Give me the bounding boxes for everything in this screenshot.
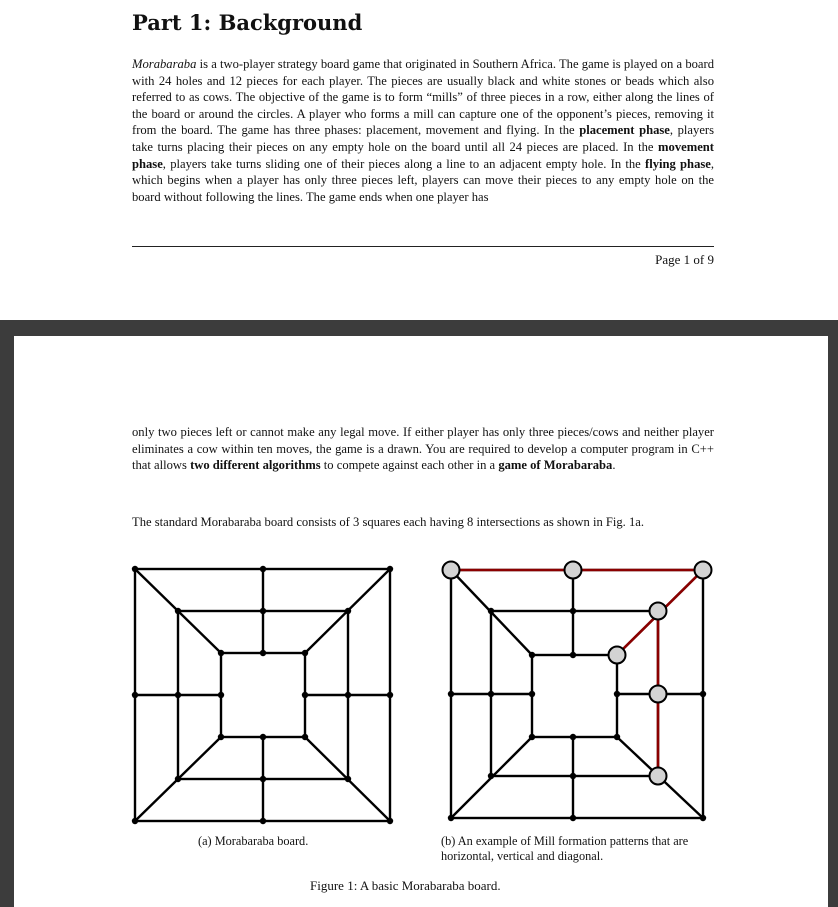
intersection-point [260,776,266,782]
mill-formation-figure-b [436,555,721,830]
two-algorithms-term: two different algorithms [190,458,321,473]
morabaraba-board-figure-a [124,560,399,830]
intersection-point [570,734,576,740]
flying-phase-term: flying phase [645,156,711,171]
intersection-point [260,734,266,740]
intersection-point [260,566,266,572]
intersection-point [218,692,224,698]
intersection-point [488,773,494,779]
viewer-frame-right [828,336,838,907]
intersection-point [448,691,454,697]
paragraph-text: to compete against each other in a [320,458,499,473]
intersection-point [132,818,138,824]
mill-piece [609,647,626,664]
intersection-point [529,734,535,740]
mill-piece [650,686,667,703]
intersection-point [132,566,138,572]
game-name: Morabaraba [132,57,197,71]
game-term: game of Morabaraba [498,458,613,473]
intersection-point [218,650,224,656]
board-description-paragraph: The standard Morabaraba board consists of 3 squares each having 8 intersections as shown in Fig. 1a. [132,515,645,529]
placement-phase-term: placement phase [579,123,670,138]
paragraph-text: , which begins when a player has only three pieces left, players can move their pieces to any empty hole on the board without following the lines. The game ends when one player has [132,156,715,204]
intersection-point [700,815,706,821]
continuation-paragraph [132,424,714,474]
intersection-point [570,815,576,821]
subcaption-b: (b) An example of Mill formation patterns that are horizontal, vertical and diagonal. [441,834,689,863]
intersection-point [529,691,535,697]
paragraph-text: is a two-player strategy board game that originated in Southern Africa. The game is played on a board with 24 holes and 12 pieces for each player. The pieces are usually black and white stones or beads which also referred to as cows. The objective of the game is to form “mills” of three pieces in a row, either along the lines of the board or around the circles. A player who forms a mill can capture one of the opponent’s pieces, removing it from the board. The game has three phases: placement, movement and flying. In the [132,57,714,138]
intersection-point [488,608,494,614]
mill-piece [565,562,582,579]
page-number: Page 1 of 9 [655,252,714,267]
figure-caption: Figure 1: A basic Morabaraba board. [310,878,501,893]
paragraph-text: , players take turns placing their pieces on any empty hole on the board until all 24 pieces are placed. In the [132,123,714,154]
intersection-point [175,692,181,698]
document-page-1 [0,0,838,320]
viewer-frame-left [0,336,14,907]
intersection-point [488,691,494,697]
intersection-point [614,734,620,740]
intersection-point [570,652,576,658]
mill-piece [695,562,712,579]
mill-piece [650,603,667,620]
paragraph-text: , players take turns sliding one of their pieces along a line to an adjacent empty hole. In the [162,156,646,171]
footer-rule [132,246,714,247]
intersection-point [529,652,535,658]
inner-square [532,655,617,737]
intersection-point [302,734,308,740]
background-paragraph [132,56,714,205]
intersection-point [175,608,181,614]
intersection-point [387,692,393,698]
intersection-point [570,608,576,614]
intersection-point [345,692,351,698]
movement-phase-term: movement phase [132,139,714,171]
intersection-point [448,815,454,821]
intersection-point [302,692,308,698]
section-heading: Part 1: Background [132,10,363,35]
intersection-point [175,776,181,782]
mill-piece [650,768,667,785]
intersection-point [345,776,351,782]
intersection-point [570,773,576,779]
mill-piece [443,562,460,579]
intersection-point [387,818,393,824]
intersection-point [260,650,266,656]
intersection-point [345,608,351,614]
intersection-point [700,691,706,697]
page-separator [0,320,838,336]
paragraph-text: only two pieces left or cannot make any legal move. If either player has only three pieces/cows and neither player eliminates a cow within ten moves, the game is a drawn. You are required to develop a computer program in C++ that allows [132,425,714,473]
inner-square [221,653,305,737]
subcaption-a: (a) Morabaraba board. [198,834,309,848]
intersection-point [387,566,393,572]
intersection-point [302,650,308,656]
intersection-point [218,734,224,740]
intersection-point [260,818,266,824]
paragraph-text: . [612,458,616,473]
intersection-point [614,691,620,697]
intersection-point [132,692,138,698]
intersection-point [260,608,266,614]
